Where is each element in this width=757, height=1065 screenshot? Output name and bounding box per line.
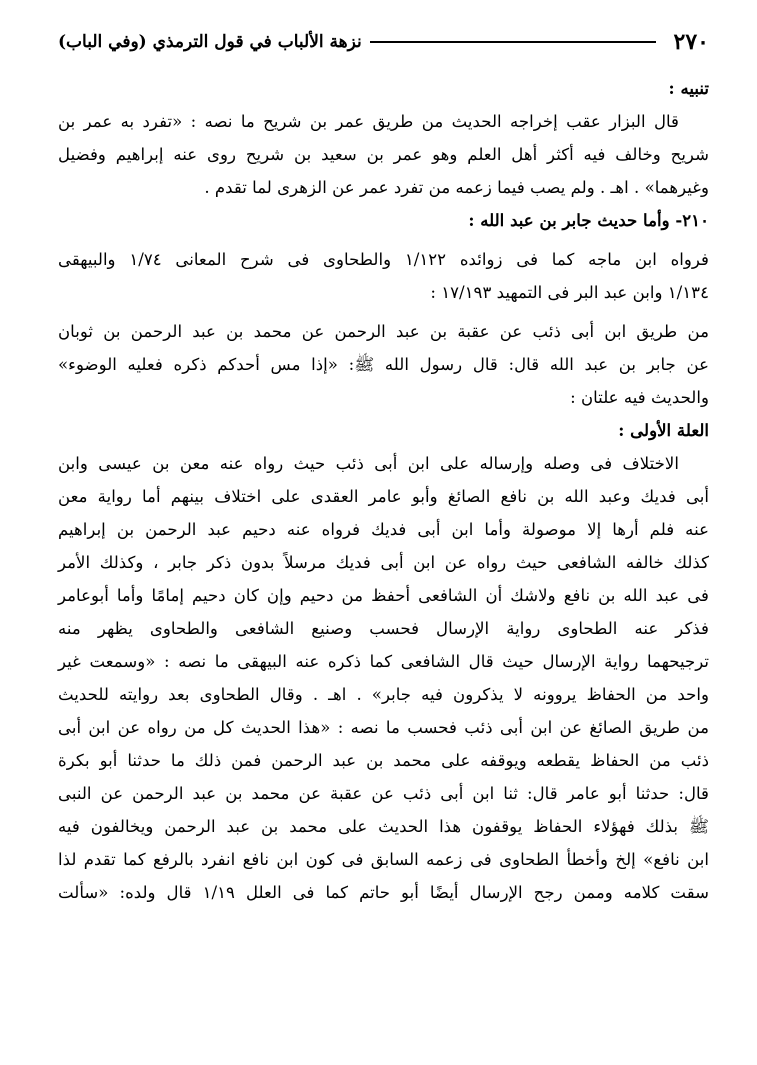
section-heading: ٢١٠- وأما حديث جابر بن عبد الله : [468,210,709,230]
text-line: كذلك خالفه الشافعى حيث رواه عن ابن أبى فديك مرسلاً بدون ذكر جابر ، وكذلك الأمر [58,553,709,572]
text-line: ١/١٣٤ وابن عبد البر فى التمهيد ١٧/١٩٣ : [430,283,709,302]
body-text [58,72,709,909]
text-line: قال البزار عقب إخراجه الحديث من طريق عمر بن شريح ما نصه : «تفرد به عمر بن [58,112,679,131]
text-line: شريح وخالف فيه أكثر أهل العلم وهو عمر بن سعيد بن شريح روى عنه إبراهيم وفضيل [58,145,709,164]
text-line: والحديث فيه علتان : [570,388,709,407]
page-header [58,28,709,56]
text-line: من طريق الصائغ عن ابن أبى ذئب فحسب ما نصه : «هذا الحديث كل من رواه عن ابن أبى [58,718,709,737]
text-line: أبى فديك وعبد الله بن نافع الصائغ وأبو عامر العقدى على اختلاف بينهم أما رواية معن [58,487,709,506]
text-line: وغيرهما» . اهـ . ولم يصب فيما زعمه من تفرد عمر عن الزهرى لما تقدم . [204,178,709,197]
text-line: قال: حدثنا أبو عامر قال: ثنا ابن أبى ذئب عن عقبة عن محمد بن عبد الرحمن عن النبى [58,784,709,803]
text-line: ابن نافع» إلخ وأخطأ الطحاوى فى زعمه السابق فى كون ابن نافع انفرد بالرفع كما تقدم لذا [58,850,709,869]
text-line: ذئب من الحفاظ يقطعه ويوقفه على محمد بن عبد الرحمن فمن ذلك ما حدثنا أبو بكرة [58,751,709,770]
running-title: نزهة الألباب في قول الترمذي (وفي الباب) [58,32,362,52]
subsection-heading: العلة الأولى : [618,420,709,440]
text-line: سقت كلامه وممن رجح الإرسال أيضًا أبو حاتم كما فى العلل ١/١٩ قال ولده: «سألت [58,883,710,902]
note-heading: تنبيه : [668,78,709,98]
header-rule [370,41,656,43]
text-line: فرواه ابن ماجه كما فى زوائده ١/١٢٢ والطحاوى فى شرح المعانى ١/٧٤ والبيهقى [58,250,709,269]
text-line: الاختلاف فى وصله وإرساله على ابن أبى ذئب حيث رواه عنه معن بن عيسى وابن [58,454,679,473]
text-line: واحد من الحفاظ يروونه لا يذكرون فيه جابر» . اهـ . وقال الطحاوى بعد روايته للحديث [58,685,709,704]
text-line: عنه فلم أرها إلا موصولة وأما ابن أبى فديك فرواه عنه دحيم عبد الرحمن بن إبراهيم [58,520,709,539]
text-line: ﷺ بذلك فهؤلاء الحفاظ يوقفون هذا الحديث على محمد بن عبد الرحمن ويخالفون فيه [58,817,709,836]
text-line: عن جابر بن عبد الله قال: قال رسول الله ﷺ: «إذا مس أحدكم ذكره فعليه الوضوء» [58,355,709,374]
page-number: ٢٧٠ [673,29,709,55]
text-line: فذكر عنه الطحاوى رواية الإرسال فحسب وصنيع الشافعى والطحاوى يظهر منه [58,619,709,638]
text-line: ترجيحهما رواية الإرسال حيث قال الشافعى كما ذكره عنه البيهقى ما نصه : «وسمعت غير [58,652,709,671]
text-line: فى عبد الله بن نافع ولاشك أن الشافعى أحفظ من دحيم وإن كان دحيم إمامًا وأما أبوعامر [58,586,709,605]
text-line: من طريق ابن أبى ذئب عن عقبة بن عبد الرحمن عن محمد بن عبد الرحمن بن ثوبان [58,322,709,341]
